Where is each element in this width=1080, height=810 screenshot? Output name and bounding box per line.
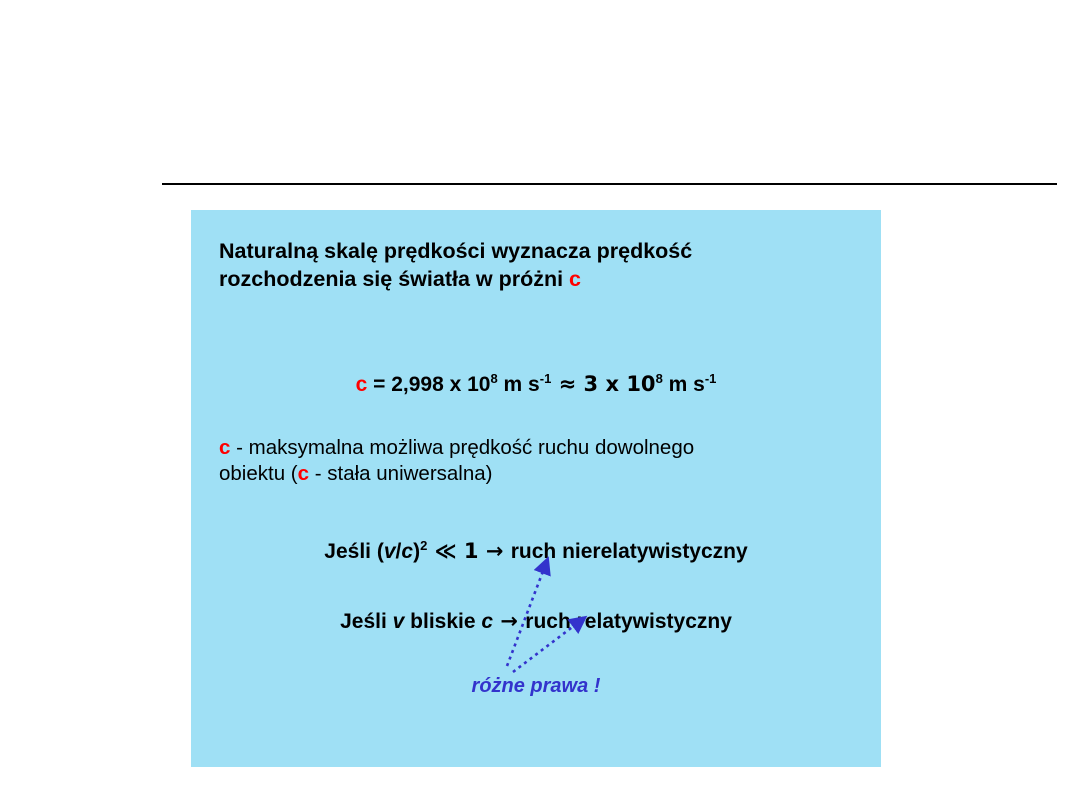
condition2-prefix: Jeśli <box>340 610 393 633</box>
condition2-var-c: c <box>481 610 494 633</box>
condition1-divider: / <box>395 540 402 563</box>
condition-relativistic <box>191 608 881 636</box>
condition2-result: ruch relatywistyczny <box>525 610 732 633</box>
universal-constant-c-symbol: c <box>297 462 310 486</box>
intro-line-1: Naturalną skalę prędkości wyznacza prędkość <box>219 239 693 263</box>
header-divider <box>162 183 1057 185</box>
max-speed-line-1: - maksymalna możliwa prędkość ruchu dowolnego <box>230 436 695 459</box>
equation-c-symbol: c <box>355 373 368 396</box>
condition2-middle: bliskie <box>404 610 482 633</box>
intro-line-2-text: rozchodzenia się światła w próżni <box>219 266 570 291</box>
condition2-arrow-glyph: → <box>493 609 526 633</box>
condition-nonrelativistic <box>191 538 881 566</box>
max-speed-line-2-start: obiektu ( <box>219 462 298 486</box>
max-speed-line-2-rest: - stała uniwersalna) <box>309 462 493 486</box>
condition1-var-c: c <box>401 540 414 563</box>
content-panel <box>191 210 881 767</box>
equation-units-exponent-2: -1 <box>704 371 717 386</box>
speed-of-light-equation <box>191 371 881 399</box>
condition1-close-paren: ) <box>413 540 421 563</box>
condition1-var-v: v <box>383 540 396 563</box>
condition2-var-v: v <box>392 610 405 633</box>
equation-units-1: m s <box>497 373 540 396</box>
equation-exponent-2: 8 <box>655 371 663 386</box>
intro-paragraph <box>219 238 853 293</box>
condition1-result: ruch nierelatywistyczny <box>510 540 748 563</box>
condition1-relation: ≪ 1 <box>427 539 479 563</box>
speed-of-light-symbol: c <box>569 266 582 291</box>
equation-exponent-1: 8 <box>490 371 498 386</box>
condition1-prefix: Jeśli ( <box>324 540 384 563</box>
condition1-exponent: 2 <box>420 538 428 553</box>
condition1-arrow-glyph: → <box>478 539 511 563</box>
equation-value-1: = 2,998 x 10 <box>367 373 491 396</box>
max-speed-c-symbol: c <box>219 436 231 459</box>
different-laws-note: różne prawa ! <box>471 675 601 697</box>
equation-units-exponent-1: -1 <box>539 371 552 386</box>
max-speed-paragraph <box>219 435 859 487</box>
equation-units-2: m s <box>662 373 705 396</box>
equation-approx: ≈ 3 x 10 <box>551 372 656 396</box>
